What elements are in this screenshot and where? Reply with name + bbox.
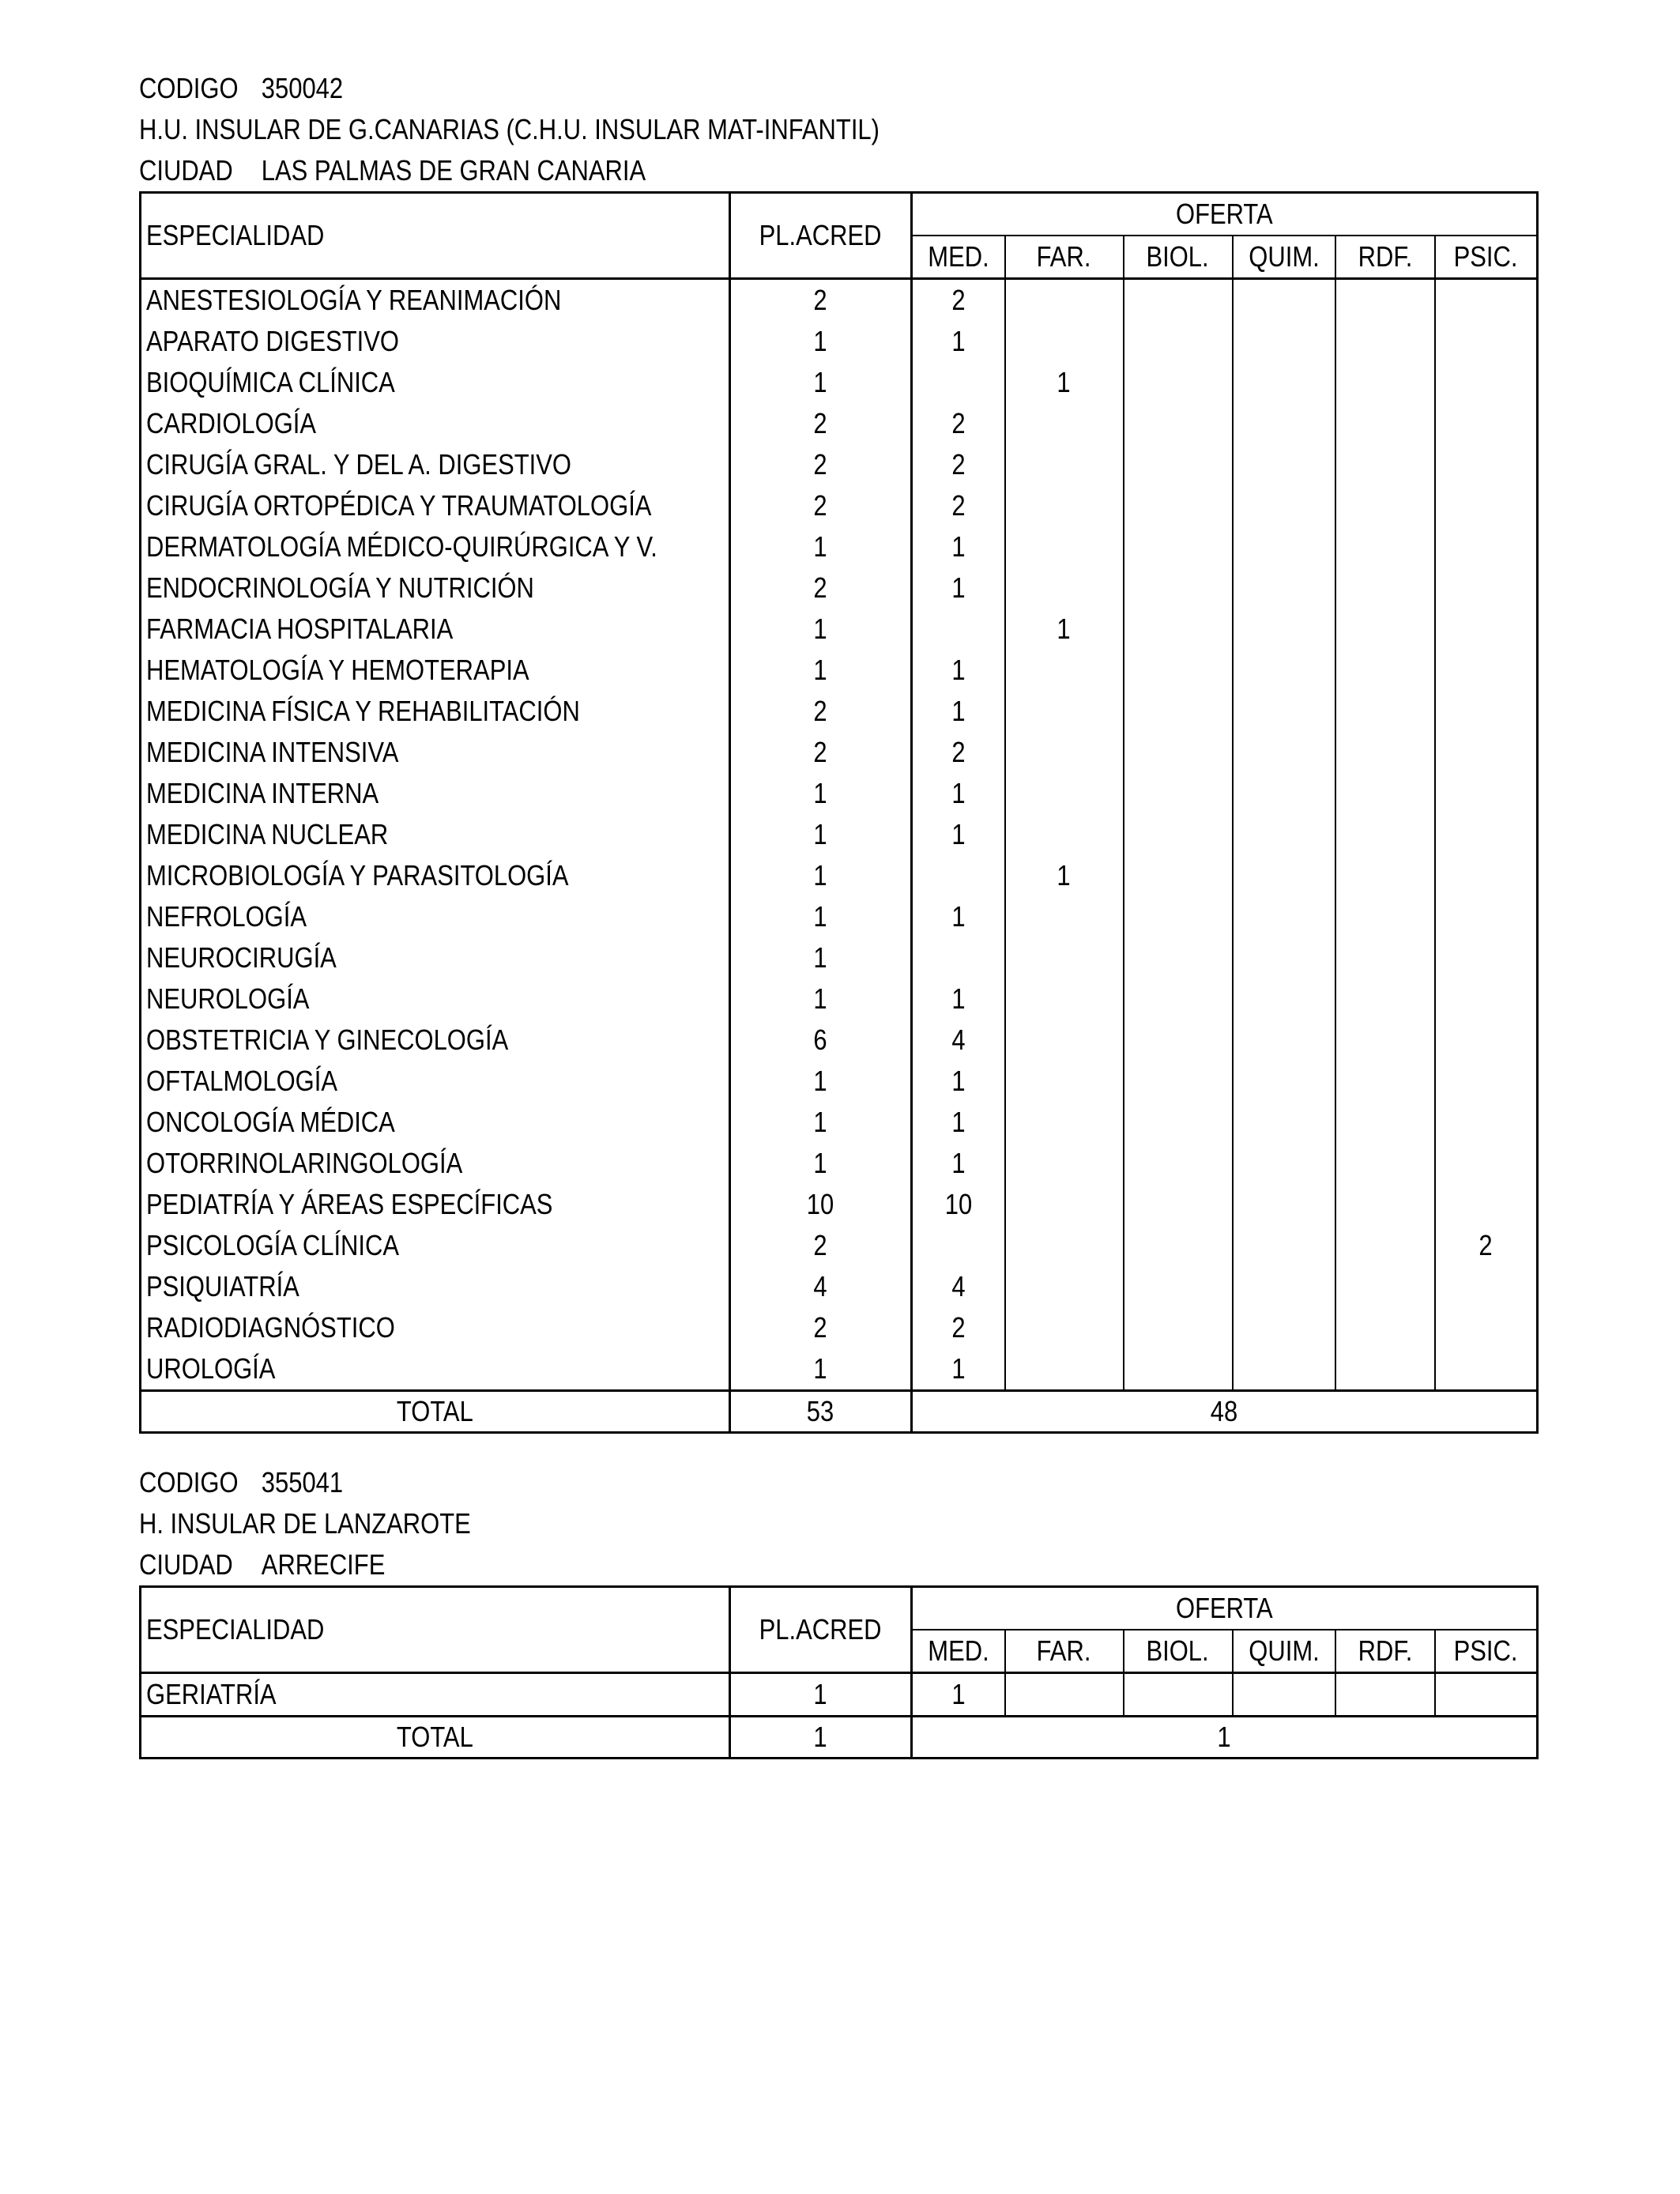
table-row [141,609,1538,650]
especialidad-cell: ANESTESIOLOGÍA Y REANIMACIÓN [141,279,730,322]
med-cell: 1 [912,567,1005,609]
med-cell: 1 [912,814,1005,855]
far-cell [1005,650,1124,691]
far-cell: 1 [1005,609,1124,650]
especialidad-cell: UROLOGÍA [141,1348,730,1391]
rdf-cell [1335,773,1435,814]
psic-cell [1435,855,1538,896]
placred-cell: 10 [730,1184,912,1225]
table-row [141,732,1538,773]
psic-cell [1435,321,1538,362]
hospital-section-1 [139,68,1536,1434]
rdf-cell [1335,1184,1435,1225]
psic-cell [1435,773,1538,814]
rdf-cell [1335,362,1435,403]
psic-cell [1435,1020,1538,1061]
header-especialidad: ESPECIALIDAD [141,1587,730,1673]
biol-cell [1124,1184,1233,1225]
far-cell [1005,1020,1124,1061]
especialidad-cell: DERMATOLOGÍA MÉDICO-QUIRÚRGICA Y V. [141,526,730,567]
quim-cell [1233,444,1335,485]
especialidad-cell: MEDICINA FÍSICA Y REHABILITACIÓN [141,691,730,732]
biol-cell [1124,1143,1233,1184]
psic-cell [1435,444,1538,485]
biol-cell [1124,691,1233,732]
especialidad-cell: PSIQUIATRÍA [141,1266,730,1307]
biol-cell [1124,1307,1233,1348]
quim-cell [1233,855,1335,896]
far-cell [1005,814,1124,855]
codigo-label: CODIGO [139,72,239,104]
far-cell [1005,444,1124,485]
rdf-cell [1335,526,1435,567]
psic-cell [1435,1307,1538,1348]
placred-cell: 1 [730,1061,912,1102]
especialidad-cell: PEDIATRÍA Y ÁREAS ESPECÍFICAS [141,1184,730,1225]
rdf-cell [1335,1143,1435,1184]
rdf-cell [1335,732,1435,773]
med-cell [912,937,1005,978]
biol-cell [1124,732,1233,773]
header-oferta: OFERTA [912,193,1538,236]
header-especialidad: ESPECIALIDAD [141,193,730,279]
total-label: TOTAL [141,1391,730,1433]
codigo-value: 355041 [261,1466,344,1498]
total-label: TOTAL [141,1717,730,1759]
med-cell: 1 [912,526,1005,567]
hospital-section-2 [139,1462,1536,1759]
table-row [141,1143,1538,1184]
med-cell: 2 [912,444,1005,485]
header-placred: PL.ACRED [730,193,912,279]
table-row [141,526,1538,567]
med-cell: 1 [912,321,1005,362]
biol-cell [1124,526,1233,567]
table-row [141,978,1538,1020]
rdf-cell [1335,609,1435,650]
table-row [141,1102,1538,1143]
rdf-cell [1335,1266,1435,1307]
especialidad-cell: RADIODIAGNÓSTICO [141,1307,730,1348]
med-cell: 1 [912,1102,1005,1143]
ciudad-value: LAS PALMAS DE GRAN CANARIA [261,154,646,187]
table-row [141,1266,1538,1307]
especialidad-cell: GERIATRÍA [141,1673,730,1717]
psic-cell [1435,1184,1538,1225]
especialidad-cell: ENDOCRINOLOGÍA Y NUTRICIÓN [141,567,730,609]
table-row [141,1061,1538,1102]
especialidades-table [139,191,1539,1434]
biol-cell [1124,1061,1233,1102]
rdf-cell [1335,855,1435,896]
header-quim: QUIM. [1233,1630,1335,1673]
med-cell: 2 [912,279,1005,322]
quim-cell [1233,691,1335,732]
hospital-name: H. INSULAR DE LANZAROTE [139,1507,471,1540]
quim-cell [1233,732,1335,773]
rdf-cell [1335,814,1435,855]
codigo-value: 350042 [261,72,344,104]
table-row [141,567,1538,609]
ciudad-label: CIUDAD [139,1548,233,1581]
med-cell: 1 [912,978,1005,1020]
especialidad-cell: ONCOLOGÍA MÉDICA [141,1102,730,1143]
placred-cell: 6 [730,1020,912,1061]
quim-cell [1233,485,1335,526]
psic-cell [1435,1348,1538,1391]
quim-cell [1233,1307,1335,1348]
especialidad-cell: CIRUGÍA ORTOPÉDICA Y TRAUMATOLOGÍA [141,485,730,526]
placred-cell: 1 [730,526,912,567]
biol-cell [1124,444,1233,485]
table-row [141,1020,1538,1061]
psic-cell [1435,1143,1538,1184]
header-biol: BIOL. [1124,1630,1233,1673]
table-row [141,650,1538,691]
ciudad-line [139,150,1340,191]
header-psic: PSIC. [1435,236,1538,279]
biol-cell [1124,279,1233,322]
codigo-label: CODIGO [139,1466,239,1498]
ciudad-label: CIUDAD [139,154,233,187]
placred-cell: 1 [730,1348,912,1391]
psic-cell [1435,732,1538,773]
biol-cell [1124,937,1233,978]
quim-cell [1233,362,1335,403]
far-cell [1005,1143,1124,1184]
placred-cell: 2 [730,403,912,444]
placred-cell: 1 [730,650,912,691]
table-row [141,403,1538,444]
placred-cell: 1 [730,937,912,978]
med-cell: 1 [912,896,1005,937]
psic-cell [1435,650,1538,691]
table-row [141,1225,1538,1266]
rdf-cell [1335,1673,1435,1717]
biol-cell [1124,362,1233,403]
total-oferta: 48 [912,1391,1538,1433]
header-quim: QUIM. [1233,236,1335,279]
placred-cell: 2 [730,732,912,773]
rdf-cell [1335,321,1435,362]
med-cell: 1 [912,1143,1005,1184]
ciudad-line [139,1544,1340,1585]
psic-cell: 2 [1478,1229,1493,1261]
far-cell [1005,691,1124,732]
biol-cell [1124,485,1233,526]
med-cell: 2 [912,1307,1005,1348]
med-cell: 1 [912,1673,1005,1717]
biol-cell [1124,1225,1233,1266]
psic-cell [1435,1102,1538,1143]
quim-cell [1233,937,1335,978]
psic-cell [1435,1061,1538,1102]
placred-cell: 2 [730,691,912,732]
rdf-cell [1335,1102,1435,1143]
placred-cell: 2 [730,279,912,322]
biol-cell [1124,896,1233,937]
med-cell [912,1225,1005,1266]
placred-cell: 2 [730,567,912,609]
quim-cell [1233,526,1335,567]
far-cell [1005,1348,1124,1391]
biol-cell [1124,609,1233,650]
quim-cell [1233,773,1335,814]
quim-cell [1233,321,1335,362]
header-rdf: RDF. [1335,236,1435,279]
far-cell: 1 [1005,855,1124,896]
med-cell: 1 [912,1348,1005,1391]
header-biol: BIOL. [1124,236,1233,279]
especialidad-cell: NEFROLOGÍA [141,896,730,937]
placred-cell: 1 [730,855,912,896]
med-cell: 1 [912,650,1005,691]
total-row [141,1717,1538,1759]
table-row [141,1673,1538,1717]
psic-cell [1435,485,1538,526]
biol-cell [1124,1102,1233,1143]
far-cell [1005,485,1124,526]
especialidad-cell: MEDICINA NUCLEAR [141,814,730,855]
rdf-cell [1335,691,1435,732]
placred-cell: 2 [730,444,912,485]
table-row [141,362,1538,403]
biol-cell [1124,650,1233,691]
rdf-cell [1335,1348,1435,1391]
header-med: MED. [912,1630,1005,1673]
table-row [141,855,1538,896]
especialidad-cell: MEDICINA INTERNA [141,773,730,814]
quim-cell [1233,650,1335,691]
biol-cell [1124,1266,1233,1307]
especialidad-cell: HEMATOLOGÍA Y HEMOTERAPIA [141,650,730,691]
especialidad-cell: MEDICINA INTENSIVA [141,732,730,773]
rdf-cell [1335,896,1435,937]
table-row [141,321,1538,362]
header-rdf: RDF. [1335,1630,1435,1673]
psic-cell [1435,279,1538,322]
rdf-cell [1335,567,1435,609]
quim-cell [1233,279,1335,322]
far-cell [1005,732,1124,773]
far-cell [1005,1102,1124,1143]
table-row [141,814,1538,855]
placred-cell: 2 [730,1307,912,1348]
rdf-cell [1335,403,1435,444]
far-cell [1005,1225,1124,1266]
especialidad-cell: OBSTETRICIA Y GINECOLOGÍA [141,1020,730,1061]
especialidades-table [139,1585,1539,1759]
placred-cell: 1 [730,896,912,937]
med-cell [912,362,1005,403]
table-row [141,1307,1538,1348]
especialidad-cell: BIOQUÍMICA CLÍNICA [141,362,730,403]
far-cell [1005,978,1124,1020]
rdf-cell [1335,1061,1435,1102]
placred-cell: 1 [730,1102,912,1143]
header-psic: PSIC. [1435,1630,1538,1673]
quim-cell [1233,1673,1335,1717]
far-cell [1005,403,1124,444]
biol-cell [1124,978,1233,1020]
placred-cell: 1 [730,978,912,1020]
codigo-line [139,1462,1340,1503]
rdf-cell [1335,978,1435,1020]
table-row [141,896,1538,937]
total-oferta: 1 [912,1717,1538,1759]
placred-cell: 1 [730,773,912,814]
rdf-cell [1335,444,1435,485]
med-cell: 2 [912,403,1005,444]
quim-cell [1233,609,1335,650]
header-med: MED. [912,236,1005,279]
med-cell: 1 [912,691,1005,732]
ciudad-value: ARRECIFE [261,1548,386,1581]
codigo-line [139,68,1340,109]
far-cell [1005,1061,1124,1102]
rdf-cell [1335,937,1435,978]
quim-cell [1233,1225,1335,1266]
far-cell [1005,773,1124,814]
biol-cell [1124,855,1233,896]
quim-cell [1233,1184,1335,1225]
med-cell [912,609,1005,650]
especialidad-cell: OTORRINOLARINGOLOGÍA [141,1143,730,1184]
especialidad-cell: CIRUGÍA GRAL. Y DEL A. DIGESTIVO [141,444,730,485]
med-cell: 1 [912,773,1005,814]
quim-cell [1233,1061,1335,1102]
especialidad-cell: PSICOLOGÍA CLÍNICA [141,1225,730,1266]
header-far: FAR. [1005,1630,1124,1673]
table-row [141,1184,1538,1225]
psic-cell [1435,567,1538,609]
header-oferta: OFERTA [912,1587,1538,1630]
table-row [141,937,1538,978]
rdf-cell [1335,279,1435,322]
far-cell [1005,567,1124,609]
placred-cell: 1 [730,609,912,650]
psic-cell [1435,362,1538,403]
especialidad-cell: APARATO DIGESTIVO [141,321,730,362]
far-cell [1005,896,1124,937]
biol-cell [1124,1673,1233,1717]
quim-cell [1233,814,1335,855]
especialidad-cell: NEUROCIRUGÍA [141,937,730,978]
placred-cell: 1 [730,814,912,855]
psic-cell [1435,1266,1538,1307]
med-cell: 10 [912,1184,1005,1225]
total-placred: 53 [730,1391,912,1433]
especialidad-cell: OFTALMOLOGÍA [141,1061,730,1102]
quim-cell [1233,1266,1335,1307]
far-cell: 1 [1005,362,1124,403]
placred-cell: 1 [730,1673,912,1717]
especialidad-cell: FARMACIA HOSPITALARIA [141,609,730,650]
med-cell: 1 [912,1061,1005,1102]
far-cell [1005,937,1124,978]
psic-cell [1435,403,1538,444]
placred-cell: 1 [730,321,912,362]
psic-cell [1435,896,1538,937]
table-row [141,485,1538,526]
psic-cell [1435,691,1538,732]
med-cell: 4 [912,1020,1005,1061]
psic-cell [1435,937,1538,978]
quim-cell [1233,1143,1335,1184]
quim-cell [1233,403,1335,444]
table-row [141,1348,1538,1391]
quim-cell [1233,978,1335,1020]
far-cell [1005,1307,1124,1348]
quim-cell [1233,1020,1335,1061]
biol-cell [1124,403,1233,444]
quim-cell [1233,567,1335,609]
placred-cell: 2 [730,1225,912,1266]
far-cell [1005,1266,1124,1307]
far-cell [1005,321,1124,362]
biol-cell [1124,773,1233,814]
quim-cell [1233,896,1335,937]
far-cell [1005,1673,1124,1717]
far-cell [1005,279,1124,322]
placred-cell: 4 [730,1266,912,1307]
table-row [141,691,1538,732]
biol-cell [1124,321,1233,362]
psic-cell [1435,1673,1538,1717]
med-cell [912,855,1005,896]
rdf-cell [1335,1020,1435,1061]
quim-cell [1233,1102,1335,1143]
rdf-cell [1335,1307,1435,1348]
med-cell: 4 [912,1266,1005,1307]
placred-cell: 2 [730,485,912,526]
especialidad-cell: NEUROLOGÍA [141,978,730,1020]
psic-cell [1435,814,1538,855]
rdf-cell [1335,1225,1435,1266]
hospital-name: H.U. INSULAR DE G.CANARIAS (C.H.U. INSULAR MAT-INFANTIL) [139,113,880,145]
far-cell [1005,526,1124,567]
header-placred: PL.ACRED [730,1587,912,1673]
biol-cell [1124,567,1233,609]
med-cell: 2 [912,732,1005,773]
biol-cell [1124,1348,1233,1391]
total-row [141,1391,1538,1433]
biol-cell [1124,814,1233,855]
total-placred: 1 [730,1717,912,1759]
placred-cell: 1 [730,1143,912,1184]
psic-cell [1435,526,1538,567]
table-row [141,773,1538,814]
placred-cell: 1 [730,362,912,403]
header-far: FAR. [1005,236,1124,279]
table-row [141,444,1538,485]
rdf-cell [1335,650,1435,691]
med-cell: 2 [912,485,1005,526]
especialidad-cell: CARDIOLOGÍA [141,403,730,444]
quim-cell [1233,1348,1335,1391]
far-cell [1005,1184,1124,1225]
table-row [141,279,1538,322]
biol-cell [1124,1020,1233,1061]
psic-cell [1435,978,1538,1020]
psic-cell [1435,609,1538,650]
rdf-cell [1335,485,1435,526]
especialidad-cell: MICROBIOLOGÍA Y PARASITOLOGÍA [141,855,730,896]
